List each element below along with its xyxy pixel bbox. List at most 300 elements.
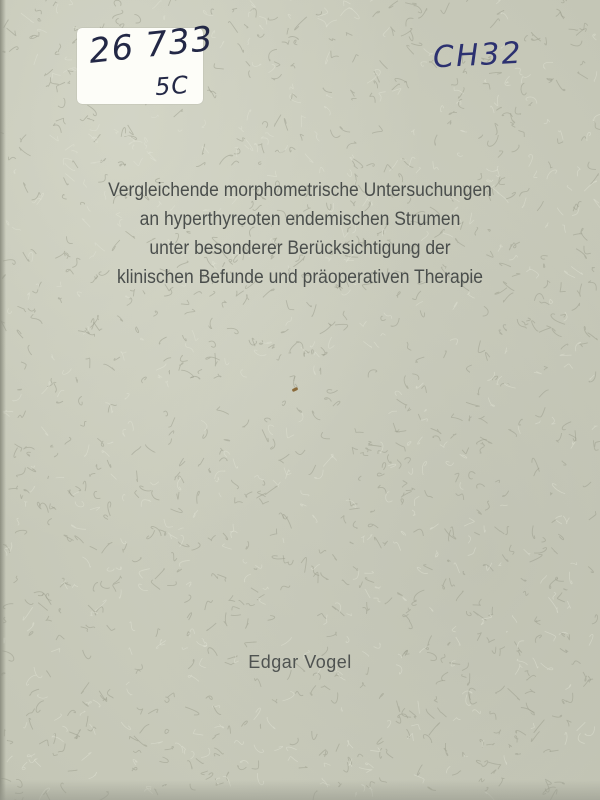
paper-fiber [460, 483, 463, 490]
paper-fiber [17, 468, 26, 478]
paper-fiber [353, 571, 359, 580]
paper-fiber [169, 370, 170, 374]
paper-fiber [447, 120, 451, 124]
paper-fiber [550, 492, 552, 495]
paper-fiber [392, 88, 401, 94]
paper-fiber [142, 377, 147, 383]
paper-fiber [102, 451, 110, 457]
paper-fiber [549, 299, 552, 303]
paper-fiber [158, 375, 163, 378]
paper-fiber [81, 682, 89, 693]
paper-fiber [490, 19, 499, 28]
paper-fiber [31, 314, 42, 324]
paper-fiber [407, 342, 411, 350]
paper-fiber [539, 326, 551, 333]
paper-fiber [488, 607, 492, 616]
paper-fiber [231, 531, 238, 538]
paper-fiber [208, 535, 216, 540]
paper-fiber [498, 563, 501, 566]
paper-fiber [464, 755, 467, 757]
paper-fiber [521, 74, 531, 83]
paper-fiber [442, 672, 449, 681]
paper-fiber [212, 574, 218, 579]
paper-fiber [254, 745, 264, 753]
paper-fiber [29, 252, 33, 262]
paper-fiber [241, 721, 247, 726]
paper-fiber [467, 293, 474, 299]
paper-fiber [497, 10, 504, 14]
paper-fiber [300, 134, 303, 140]
paper-fiber [139, 584, 148, 591]
paper-fiber [53, 2, 57, 6]
paper-fiber [412, 291, 421, 300]
paper-fiber [121, 538, 126, 543]
paper-fiber [23, 722, 27, 728]
paper-fiber [201, 748, 210, 757]
paper-fiber [373, 598, 380, 602]
paper-fiber [379, 693, 383, 698]
paper-fiber [592, 426, 597, 430]
paper-fiber [591, 174, 599, 185]
paper-fiber [584, 181, 597, 191]
paper-fiber [81, 627, 88, 632]
paper-fiber [132, 145, 133, 149]
paper-fiber [374, 81, 378, 88]
paper-fiber [168, 417, 175, 427]
paper-fiber [319, 550, 326, 554]
paper-fiber [289, 343, 297, 353]
paper-fiber [225, 358, 229, 365]
paper-fiber [246, 140, 253, 151]
paper-fiber [542, 537, 546, 542]
paper-fiber [252, 761, 259, 770]
paper-fiber [565, 685, 570, 690]
paper-fiber [165, 697, 169, 702]
paper-fiber [67, 81, 70, 83]
paper-fiber [19, 147, 30, 156]
paper-fiber [124, 136, 136, 139]
paper-fiber [197, 491, 200, 504]
paper-fiber [560, 648, 568, 652]
paper-fiber [281, 329, 288, 333]
paper-fiber [491, 770, 496, 774]
paper-fiber [209, 291, 215, 296]
paper-fiber [12, 227, 21, 231]
paper-fiber [209, 341, 216, 347]
paper-fiber [193, 510, 198, 517]
paper-fiber [424, 410, 426, 412]
paper-fiber [259, 16, 267, 24]
paper-fiber [132, 767, 137, 771]
paper-fiber [333, 401, 340, 406]
paper-fiber [132, 558, 141, 562]
paper-fiber [62, 726, 67, 732]
paper-fiber [214, 374, 221, 379]
paper-fiber [21, 13, 34, 23]
paper-fiber [93, 582, 98, 591]
paper-fiber [359, 582, 362, 588]
paper-fiber [222, 301, 226, 308]
paper-fiber [252, 62, 261, 66]
paper-fiber [441, 654, 445, 663]
paper-fiber [552, 328, 562, 336]
paper-fiber [462, 663, 468, 671]
paper-fiber [177, 569, 182, 572]
paper-fiber [272, 699, 277, 703]
paper-fiber [377, 473, 384, 476]
paper-fiber [587, 132, 591, 141]
paper-fiber [9, 47, 18, 52]
paper-fiber [351, 98, 356, 100]
paper-fiber [421, 419, 428, 422]
paper-fiber [363, 608, 367, 614]
paper-fiber [462, 674, 467, 677]
paper-fiber [397, 399, 407, 408]
paper-fiber [223, 533, 228, 540]
paper-fiber [451, 414, 462, 421]
paper-fiber [452, 78, 458, 85]
paper-fiber [427, 652, 436, 660]
paper-fiber [274, 746, 282, 750]
paper-fiber [372, 126, 382, 134]
paper-fiber [360, 321, 367, 326]
paper-fiber [325, 398, 332, 402]
paper-fiber [403, 614, 410, 621]
paper-fiber [299, 767, 307, 769]
paper-fiber [552, 519, 557, 523]
paper-fiber [246, 61, 250, 65]
paper-fiber [202, 120, 206, 128]
paper-fiber [37, 695, 47, 698]
paper-fiber [321, 686, 330, 690]
paper-fiber [445, 743, 447, 756]
paper-fiber [409, 31, 413, 41]
paper-fiber [556, 80, 565, 91]
paper-fiber [523, 591, 528, 595]
paper-fiber [279, 454, 290, 463]
paper-fiber [566, 693, 572, 703]
paper-fiber [139, 569, 150, 579]
paper-fiber [123, 544, 127, 553]
paper-fiber [97, 438, 103, 446]
paper-fiber [378, 450, 388, 454]
paper-fiber [494, 730, 501, 734]
paper-fiber [320, 368, 321, 374]
paper-fiber [577, 167, 580, 177]
paper-fiber [384, 165, 392, 173]
paper-fiber [407, 45, 414, 54]
paper-fiber [573, 430, 576, 441]
paper-fiber [474, 532, 479, 535]
paper-fiber [186, 582, 191, 587]
paper-fiber [167, 581, 176, 585]
paper-fiber [502, 491, 508, 497]
paper-fiber [127, 298, 132, 306]
paper-fiber [220, 155, 233, 164]
document-title [40, 176, 560, 292]
paper-fiber [353, 567, 358, 571]
paper-fiber [544, 119, 550, 123]
paper-fiber [77, 292, 82, 297]
paper-fiber [6, 220, 9, 225]
paper-fiber [28, 293, 31, 300]
paper-fiber [35, 9, 41, 15]
paper-fiber [249, 9, 253, 17]
paper-fiber [328, 322, 335, 326]
paper-fiber [571, 41, 582, 46]
paper-fiber [283, 538, 284, 543]
paper-fiber [231, 161, 239, 165]
paper-fiber [180, 355, 187, 361]
paper-fiber [477, 387, 480, 395]
paper-fiber [229, 595, 235, 601]
paper-fiber [126, 296, 130, 298]
paper-fiber [535, 421, 540, 424]
paper-fiber [80, 711, 85, 715]
paper-fiber [428, 636, 432, 648]
paper-fiber [286, 300, 294, 310]
paper-fiber [453, 302, 458, 310]
paper-fiber [506, 82, 508, 84]
paper-fiber [164, 411, 168, 416]
paper-fiber [17, 330, 23, 338]
paper-fiber [489, 72, 502, 74]
paper-fiber [447, 766, 451, 773]
paper-fiber [379, 92, 386, 102]
paper-fiber [571, 266, 583, 274]
paper-fiber [215, 471, 225, 479]
paper-fiber [52, 73, 61, 78]
paper-fiber [68, 770, 77, 771]
paper-fiber [424, 48, 433, 55]
paper-fiber [440, 442, 448, 448]
paper-fiber [558, 534, 563, 540]
paper-fiber [151, 742, 163, 744]
paper-fiber [224, 451, 230, 457]
paper-fiber [397, 592, 402, 595]
paper-fiber [295, 450, 305, 454]
paper-fiber [515, 664, 522, 674]
paper-fiber [316, 11, 321, 15]
paper-fiber [582, 137, 586, 141]
paper-fiber [31, 466, 35, 467]
paper-fiber [406, 488, 415, 490]
paper-fiber [313, 572, 318, 583]
paper-fiber [214, 748, 223, 754]
paper-fiber [215, 353, 218, 366]
paper-fiber [317, 613, 326, 618]
paper-fiber [391, 318, 399, 327]
paper-fiber [104, 515, 108, 519]
paper-fiber [469, 472, 476, 479]
paper-fiber [515, 736, 519, 743]
paper-fiber [403, 158, 414, 167]
paper-fiber [324, 106, 330, 115]
paper-fiber [531, 731, 539, 741]
paper-fiber [240, 761, 248, 764]
paper-fiber [159, 337, 166, 344]
paper-fiber [56, 635, 64, 640]
paper-fiber [457, 153, 462, 156]
paper-fiber [228, 21, 237, 32]
paper-fiber [174, 109, 183, 117]
paper-fiber [294, 40, 297, 45]
paper-fiber [28, 308, 35, 311]
paper-fiber [508, 688, 520, 700]
paper-fiber [347, 614, 352, 616]
paper-fiber [231, 615, 241, 616]
paper-fiber [367, 602, 370, 611]
paper-fiber [239, 126, 244, 132]
paper-fiber [164, 358, 172, 362]
paper-fiber [464, 518, 474, 526]
paper-fiber [214, 754, 220, 757]
paper-fiber [524, 36, 527, 41]
paper-fiber [488, 762, 501, 769]
paper-fiber [249, 71, 251, 78]
paper-fiber [96, 465, 102, 470]
paper-fiber [477, 510, 482, 515]
paper-fiber [449, 111, 457, 114]
paper-fiber [114, 357, 120, 360]
paper-fiber [370, 510, 374, 512]
paper-fiber [262, 429, 268, 441]
paper-fiber [366, 763, 374, 768]
paper-fiber [8, 486, 17, 489]
paper-fiber [268, 616, 275, 621]
paper-fiber [415, 357, 424, 362]
paper-fiber [123, 494, 126, 500]
paper-fiber [168, 0, 176, 6]
paper-fiber [177, 478, 181, 490]
paper-fiber [479, 416, 488, 423]
paper-fiber [246, 604, 255, 606]
paper-fiber [567, 601, 570, 609]
paper-fiber [65, 437, 71, 444]
paper-fiber [573, 233, 582, 235]
paper-fiber [51, 354, 54, 360]
paper-fiber [463, 571, 465, 574]
paper-fiber [557, 593, 565, 603]
paper-fiber [453, 718, 461, 721]
paper-fiber [347, 740, 353, 748]
paper-fiber [504, 755, 507, 764]
paper-fiber [151, 580, 160, 590]
paper-fiber [55, 52, 59, 55]
paper-fiber [247, 110, 251, 121]
paper-fiber [447, 560, 450, 562]
paper-fiber [254, 350, 266, 356]
paper-fiber [7, 28, 16, 36]
paper-fiber [24, 489, 30, 493]
paper-fiber [488, 398, 494, 407]
paper-fiber [309, 465, 316, 475]
paper-fiber [404, 376, 408, 389]
paper-fiber [454, 87, 464, 94]
paper-fiber [495, 686, 504, 694]
paper-fiber [577, 284, 582, 297]
paper-fiber [487, 169, 498, 171]
paper-fiber [411, 725, 420, 730]
paper-fiber [343, 311, 347, 320]
paper-fiber [244, 145, 249, 149]
paper-fiber [469, 416, 472, 421]
paper-fiber [365, 589, 370, 598]
paper-fiber [594, 71, 597, 81]
paper-fiber [535, 407, 545, 417]
paper-fiber [321, 432, 330, 438]
paper-fiber [481, 442, 485, 446]
paper-fiber [412, 510, 416, 516]
paper-fiber [206, 357, 220, 360]
paper-fiber [268, 345, 274, 349]
paper-fiber [580, 343, 588, 347]
paper-fiber [583, 482, 591, 487]
paper-fiber [452, 771, 461, 776]
paper-fiber [426, 709, 434, 719]
paper-fiber [407, 442, 411, 446]
paper-fiber [14, 448, 18, 458]
paper-fiber [107, 625, 116, 630]
paper-fiber [370, 747, 380, 751]
paper-fiber [40, 503, 48, 513]
paper-fiber [543, 62, 553, 69]
paper-fiber [496, 376, 502, 384]
paper-fiber [383, 27, 389, 36]
paper-fiber [18, 411, 26, 418]
paper-fiber [198, 369, 202, 373]
paper-fiber [274, 115, 281, 127]
paper-fiber [414, 496, 419, 506]
paper-fiber [572, 303, 580, 310]
paper-fiber [219, 458, 227, 462]
paper-fiber [408, 408, 411, 411]
paper-fiber [496, 107, 501, 110]
paper-fiber [412, 374, 419, 380]
paper-fiber [505, 76, 511, 85]
paper-fiber [7, 740, 12, 744]
paper-fiber [128, 125, 134, 135]
paper-fiber [416, 301, 423, 305]
paper-fiber [495, 527, 505, 534]
paper-fiber [534, 548, 546, 554]
paper-fiber [349, 508, 359, 509]
paper-fiber [414, 6, 422, 13]
paper-fiber [485, 352, 489, 360]
paper-fiber [396, 292, 400, 298]
paper-fiber [585, 726, 595, 735]
paper-fiber [552, 715, 562, 717]
paper-fiber [460, 454, 467, 458]
paper-fiber [468, 547, 476, 555]
paper-fiber [326, 20, 337, 27]
paper-fiber [132, 446, 141, 454]
paper-fiber [59, 609, 61, 614]
paper-fiber [472, 710, 480, 714]
paper-fiber [113, 10, 123, 19]
paper-fiber [107, 567, 114, 571]
paper-fiber [359, 768, 372, 773]
paper-fiber [370, 0, 375, 1]
paper-fiber [368, 441, 371, 444]
paper-fiber [557, 0, 564, 3]
paper-fiber [73, 160, 78, 168]
paper-fiber [272, 74, 282, 80]
paper-fiber [14, 576, 18, 583]
paper-fiber [281, 586, 290, 591]
paper-fiber [169, 431, 174, 436]
paper-fiber [27, 623, 34, 631]
